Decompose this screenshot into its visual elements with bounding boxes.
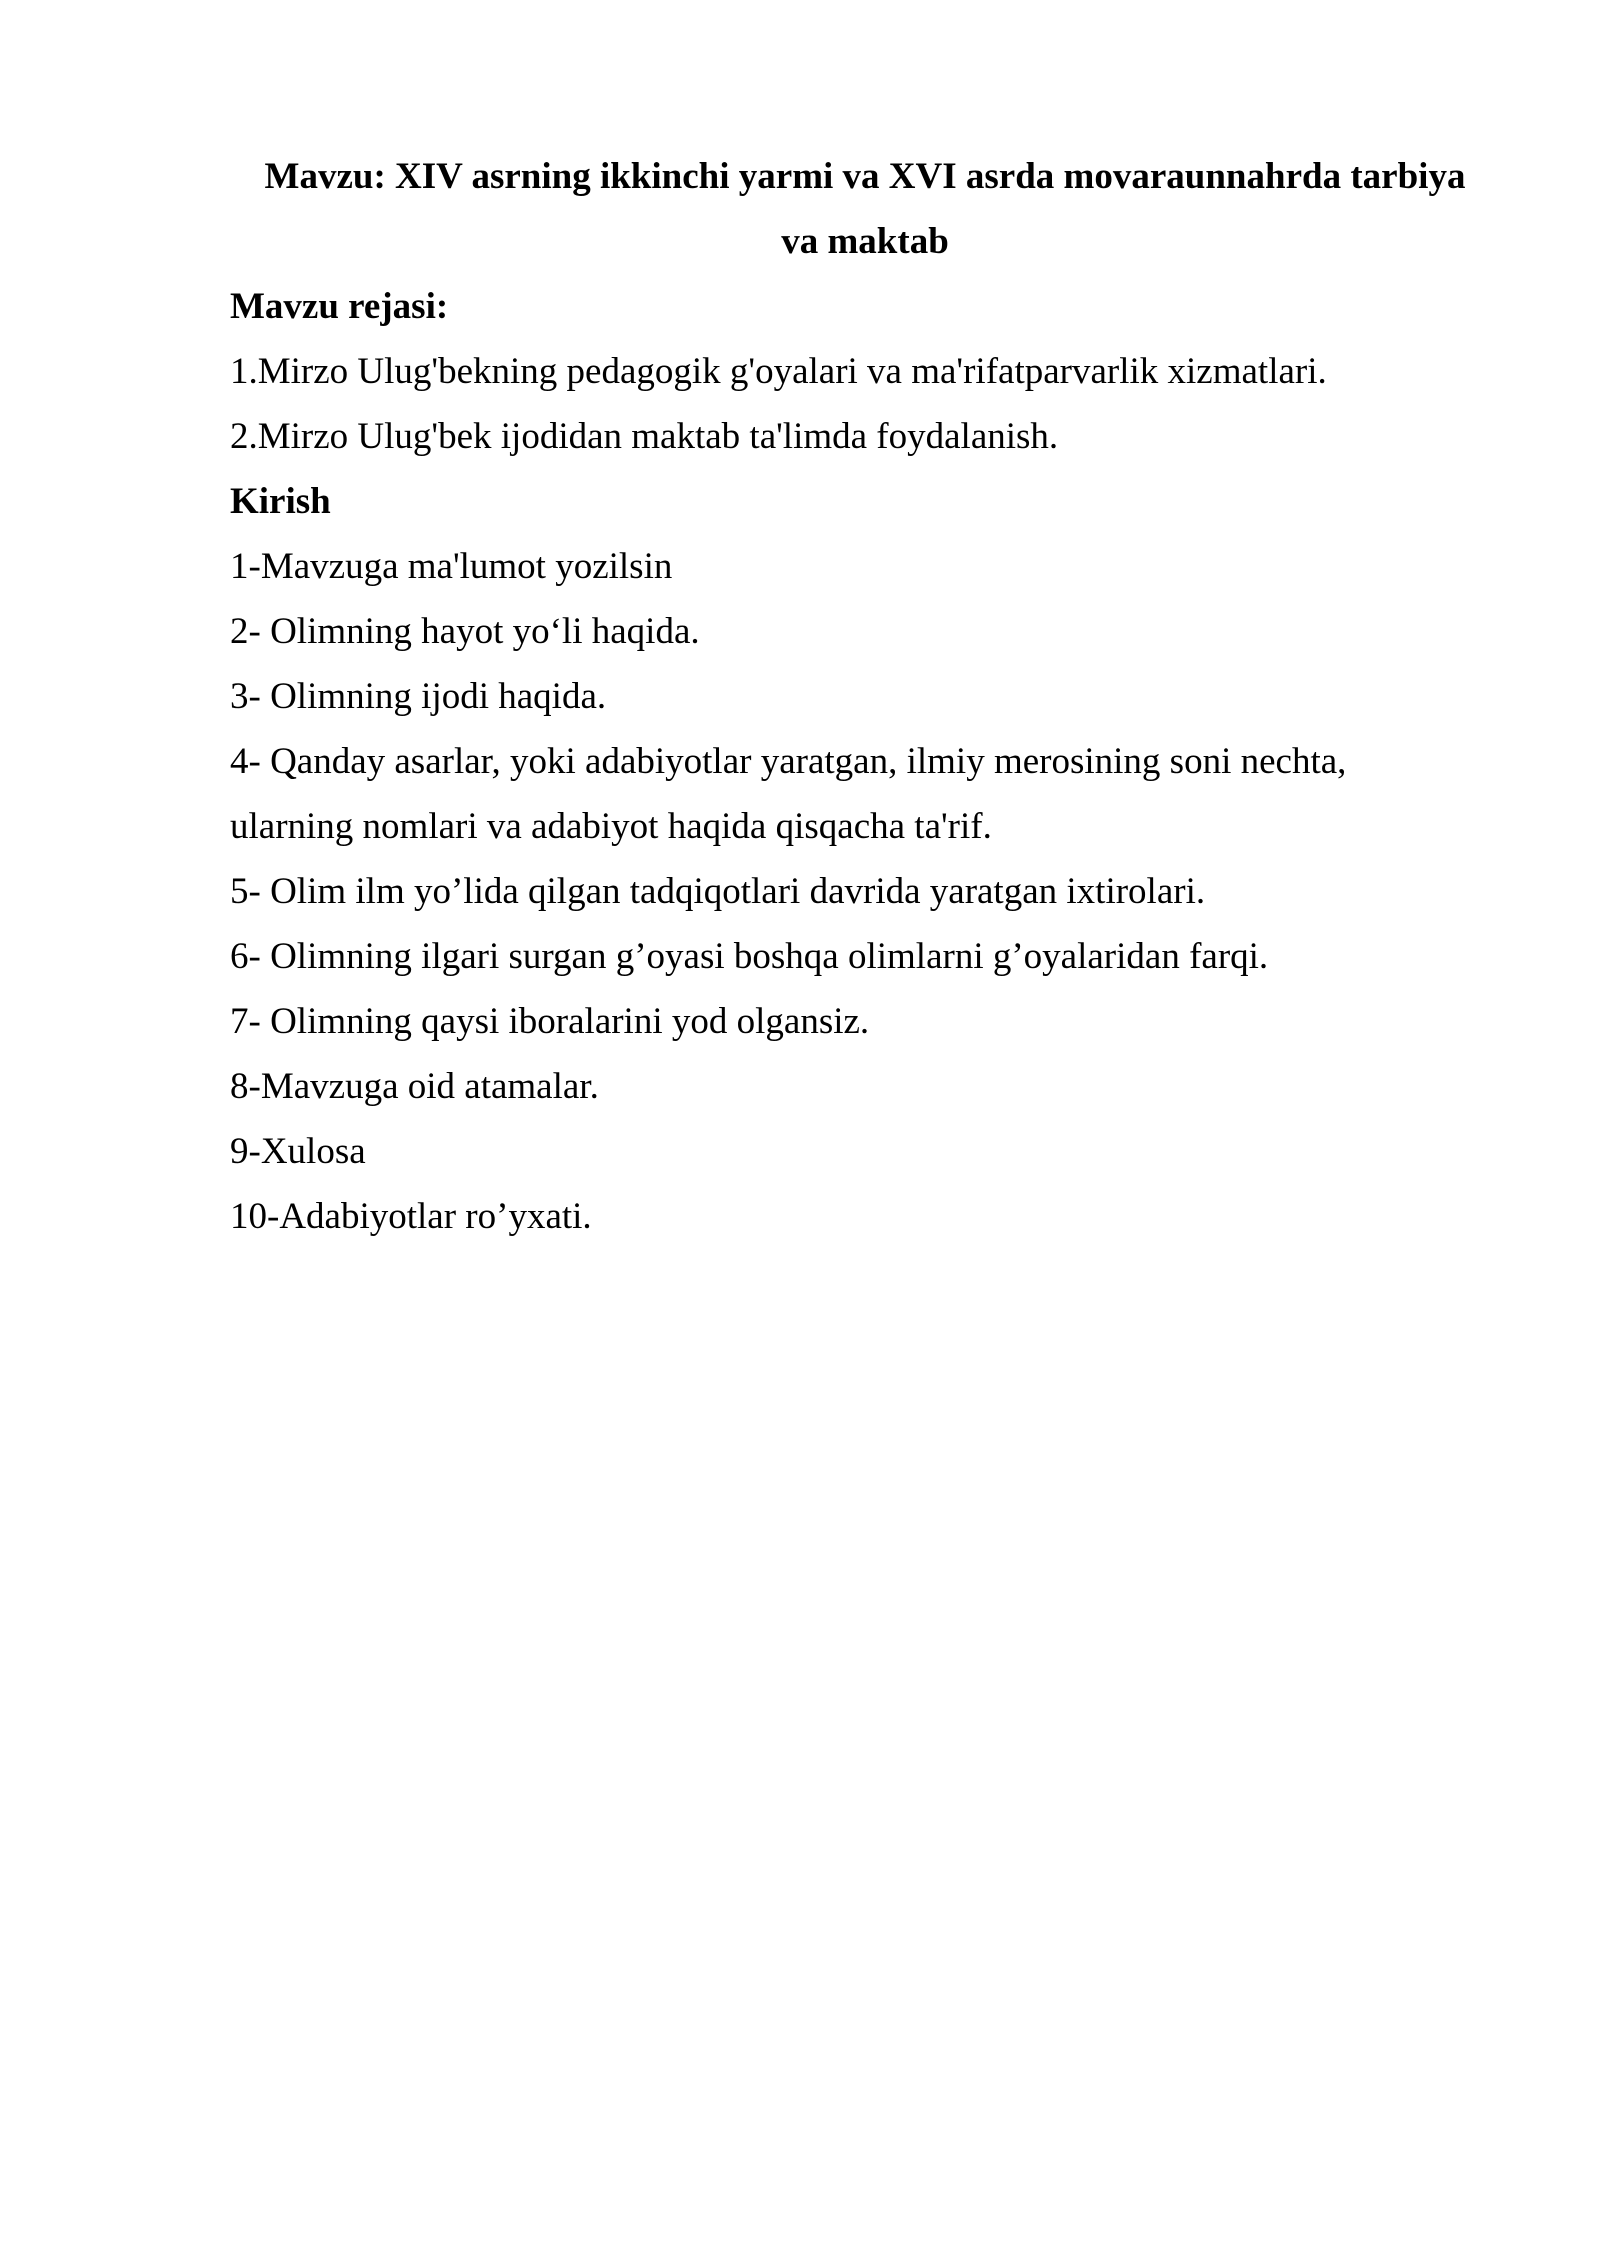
title-line-1: Mavzu: XIV asrning ikkinchi yarmi va XVI asrda movaraunnahrda tarbiya bbox=[264, 156, 1466, 197]
intro-item-10: 10-Adabiyotlar ro’yxati. bbox=[230, 1196, 592, 1237]
intro-heading: Kirish bbox=[230, 481, 331, 522]
intro-item-9: 9-Xulosa bbox=[230, 1131, 366, 1172]
intro-item-1: 1-Mavzuga ma'lumot yozilsin bbox=[230, 546, 673, 587]
intro-item-4: 4- Qanday asarlar, yoki adabiyotlar yaratgan, ilmiy merosining soni nechta, bbox=[230, 741, 1347, 782]
plan-item-1: 1.Mirzo Ulug'bekning pedagogik g'oyalari va ma'rifatparvarlik xizmatlari. bbox=[230, 351, 1327, 392]
document-body bbox=[230, 144, 1480, 1249]
intro-item-4-continued: ularning nomlari va adabiyot haqida qisqacha ta'rif. bbox=[230, 806, 992, 847]
intro-item-7: 7- Olimning qaysi iboralarini yod olgansiz. bbox=[230, 1001, 870, 1042]
title-line-2: va maktab bbox=[781, 221, 949, 262]
intro-item-6: 6- Olimning ilgari surgan g’oyasi boshqa olimlarni g’oyalaridan farqi. bbox=[230, 936, 1269, 977]
intro-item-5: 5- Olim ilm yo’lida qilgan tadqiqotlari davrida yaratgan ixtirolari. bbox=[230, 871, 1206, 912]
intro-item-2: 2- Olimning hayot yo‘li haqida. bbox=[230, 611, 700, 652]
intro-item-8: 8-Mavzuga oid atamalar. bbox=[230, 1066, 599, 1107]
plan-item-2: 2.Mirzo Ulug'bek ijodidan maktab ta'limda foydalanish. bbox=[230, 416, 1059, 457]
plan-heading: Mavzu rejasi: bbox=[230, 286, 449, 327]
intro-item-3: 3- Olimning ijodi haqida. bbox=[230, 676, 607, 717]
document-title bbox=[230, 144, 1480, 274]
